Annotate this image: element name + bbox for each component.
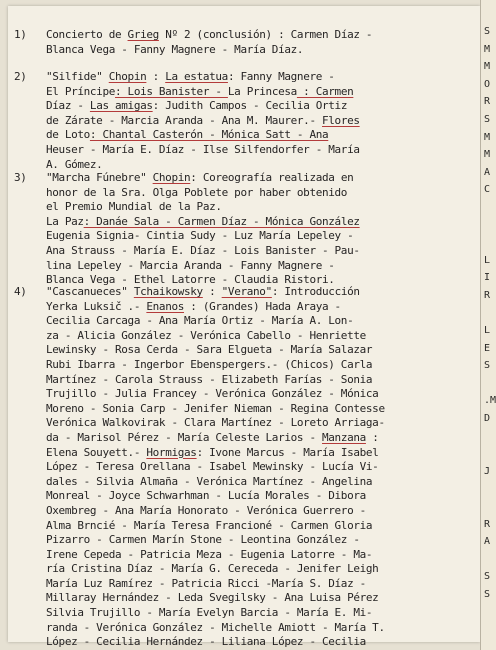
text-line <box>14 621 460 636</box>
edge-char: C <box>484 184 491 196</box>
edge-char: S <box>484 113 491 125</box>
line-text: : Introducción <box>271 285 360 298</box>
edge-char: R <box>484 289 491 301</box>
text-line <box>14 635 460 650</box>
line-text: "Silfide" <box>46 70 109 83</box>
line-text: Pizarro - Carmen Marín Stone - Leontina González - <box>46 533 360 547</box>
text-line <box>14 416 460 431</box>
text-line <box>14 591 460 606</box>
underlined-title: Flores <box>322 113 360 127</box>
text-line <box>14 143 460 158</box>
underlined-title: Manzana <box>322 430 366 444</box>
text-line <box>14 128 460 143</box>
line-text: lina Lepeley - Marcia Aranda - Fanny Magnere - <box>46 258 335 272</box>
line-text: : Ivone Marcus - María Isabel <box>196 445 379 459</box>
text-line <box>14 446 460 461</box>
line-text: : <box>202 285 222 298</box>
edge-char: M <box>484 43 491 55</box>
text-line <box>14 43 460 58</box>
line-text: honor de la Sra. Olga Poblete por haber obtenido <box>46 185 348 199</box>
line-text: Silvia Trujillo - María Evelyn Barcia - María E. Mi- <box>46 606 373 620</box>
edge-char: I <box>484 272 491 284</box>
program-item-1 <box>14 28 460 57</box>
edge-char: E <box>484 342 491 354</box>
line-text: La Princesa <box>227 84 297 98</box>
item-number: 1) <box>14 28 27 41</box>
line-text: El Príncipe <box>46 84 115 98</box>
edge-char <box>484 378 495 396</box>
line-text: Millaray Hernández - Leda Svegilsky - Ana Luisa Pérez <box>46 591 379 605</box>
underlined-title: Grieg <box>127 28 159 41</box>
underlined-title: : Carmen <box>296 84 354 98</box>
line-text: Moreno - Sonia Carp - Jenifer Nieman - Regina Contesse <box>46 401 385 415</box>
line-text: "Cascanueces" <box>46 285 134 298</box>
edge-char <box>484 202 495 220</box>
text-line <box>14 158 460 173</box>
line-text: A. Gómez. <box>46 157 103 171</box>
underlined-title: Las amigas <box>89 99 153 113</box>
line-text: Concierto de <box>46 28 128 41</box>
edge-char <box>484 431 495 449</box>
edge-char <box>484 308 495 326</box>
program-item-4 <box>14 285 460 650</box>
line-text: Oxembreg - Ana María Honorato - Verónica Guerrero - <box>46 503 366 517</box>
edge-char: A <box>484 166 491 178</box>
underlined-title: : Lois Banister - <box>115 84 228 98</box>
text-line <box>14 606 460 621</box>
underlined-title: Chopin <box>152 171 191 184</box>
line-text: el Premio Mundial de la Paz. <box>46 200 222 214</box>
text-line <box>14 99 460 114</box>
underlined-title: La estatua <box>165 70 228 83</box>
edge-char <box>484 220 495 238</box>
line-text: Monreal - Joyce Schwarhman - Lucía Morales - Dibora <box>46 489 366 503</box>
line-text: ría Cristina Díaz - María G. Cereceda - Jenifer Leigh <box>46 562 379 576</box>
text-line <box>14 200 460 215</box>
next-page-edge <box>480 0 496 650</box>
item-number: 3) <box>14 171 27 184</box>
line-text: Cecilia Carcaga - Ana María Ortiz - María A. Lon- <box>46 314 354 328</box>
text-line <box>14 373 460 388</box>
underlined-title: Tchaikowsky <box>133 285 203 298</box>
text-line <box>14 314 460 329</box>
text-line <box>14 85 460 100</box>
text-line <box>14 215 460 230</box>
edge-char: J <box>484 465 491 477</box>
line-text: Irene Cepeda - Patricia Meza - Eugenia Latorre - Ma- <box>46 547 373 561</box>
edge-char: S <box>484 589 491 600</box>
line-text: za - Alicia González - Verónica Cabello - Henriette <box>46 328 366 342</box>
text-line <box>14 475 460 490</box>
text-line <box>14 244 460 259</box>
edge-char: M <box>484 131 491 143</box>
line-text: Ana Strauss - María E. Díaz - Lois Banister - Pau- <box>46 243 360 257</box>
line-text: de Zárate - Marcia Aranda - Ana M. Maurer.- <box>46 113 322 127</box>
text-line <box>14 229 460 244</box>
text-line <box>14 402 460 417</box>
edge-char: R <box>484 518 491 530</box>
line-text: Rubi Ibarra - Ingerbor Ebenspergers.- (Chicos) Carla <box>46 357 373 371</box>
text-line <box>14 285 460 300</box>
text-line <box>14 358 460 373</box>
line-text: "Marcha Fúnebre" <box>46 171 153 184</box>
line-text: dales - Silvia Almaña - Verónica Martínez - Angelina <box>46 474 373 488</box>
line-text: Verónica Walkovirak - Clara Martínez - Loreto Arriaga- <box>46 416 385 430</box>
text-line <box>14 343 460 358</box>
edge-char: D <box>484 413 491 425</box>
line-text: Lewinsky - Rosa Cerda - Sara Elgueta - María Salazar <box>46 343 373 357</box>
line-text: María Luz Ramírez - Patricia Ricci -María S. Díaz - <box>46 576 366 590</box>
edge-char: .M <box>484 395 496 407</box>
line-text: Alma Brncié - María Teresa Francioné - Carmen Gloria <box>46 518 373 532</box>
line-text: : <box>365 430 379 444</box>
underlined-title: Enanos <box>146 299 185 313</box>
underlined-title: Hormigas <box>146 445 197 459</box>
edge-char: O <box>484 78 491 90</box>
line-text: Blanca Vega - Ethel Latorre - Claudia Ristori. <box>46 273 335 287</box>
edge-char <box>484 237 495 255</box>
edge-char: R <box>484 96 491 108</box>
text-line <box>14 562 460 577</box>
text-line <box>14 577 460 592</box>
underlined-title: Chopin <box>108 70 147 83</box>
underlined-title: : Chantal Casterón - Mónica Satt - Ana <box>89 128 329 142</box>
line-text: Yerka Luksič .- <box>46 299 147 313</box>
next-page-text <box>484 26 495 607</box>
text-line <box>14 489 460 504</box>
underlined-title: : Danáe Sala - Carmen Díaz - Mónica González <box>83 214 360 228</box>
line-text: da - Marisol Pérez - María Celeste Larios - <box>46 430 322 444</box>
item-number: 4) <box>14 285 27 298</box>
edge-char: S <box>484 26 491 37</box>
text-line <box>14 114 460 129</box>
edge-char: M <box>484 61 491 73</box>
line-text: Trujillo - Julia Francey - Verónica González - Mónica <box>46 387 379 401</box>
edge-char: L <box>484 325 491 337</box>
line-text: : (Grandes) Hada Araya - <box>184 299 341 313</box>
edge-char <box>484 448 495 466</box>
line-text: : Coreografía realizada en <box>190 171 354 184</box>
underlined-title: "Verano" <box>221 285 272 298</box>
text-line <box>14 329 460 344</box>
line-text: López - Cecilia Hernández - Liliana López - Cecilia <box>46 635 366 649</box>
edge-char: S <box>484 360 491 372</box>
text-line <box>14 28 460 43</box>
program-item-3 <box>14 171 460 288</box>
text-line <box>14 519 460 534</box>
line-text: Díaz - <box>46 99 90 113</box>
text-line <box>14 548 460 563</box>
text-line <box>14 387 460 402</box>
line-text: La Paz <box>46 214 84 228</box>
edge-char: A <box>484 536 491 548</box>
line-text: randa - Verónica González - Michelle Amiott - María T. <box>46 620 385 634</box>
line-text: Martínez - Carola Strauss - Elizabeth Farías - Sonia <box>46 372 373 386</box>
text-line <box>14 431 460 446</box>
line-text: : Fanny Magnere - <box>227 70 335 83</box>
line-text: Eugenia Signia- Cintia Sudy - Luz María Lepeley - <box>46 229 354 243</box>
line-text: de Loto <box>46 128 90 142</box>
line-text: Blanca Vega - Fanny Magnere - María Díaz. <box>46 42 304 56</box>
line-text: López - Teresa Orellana - Isabel Mewinsky - Lucía Vi- <box>46 460 379 474</box>
text-line <box>14 504 460 519</box>
edge-char <box>484 554 495 572</box>
program-item-2 <box>14 70 460 172</box>
edge-char: M <box>484 149 491 161</box>
text-line <box>14 70 460 85</box>
text-line <box>14 186 460 201</box>
text-line <box>14 300 460 315</box>
line-text: Elena Souyett.- <box>46 445 147 459</box>
line-text: Heuser - María E. Díaz - Ilse Silfendorfer - María <box>46 142 360 156</box>
item-number: 2) <box>14 70 27 83</box>
text-line <box>14 259 460 274</box>
edge-char: L <box>484 254 491 266</box>
edge-char: S <box>484 571 491 583</box>
line-text: : Judith Campos - Cecilia Ortiz <box>152 99 348 113</box>
text-line <box>14 171 460 186</box>
text-line <box>14 460 460 475</box>
text-line <box>14 533 460 548</box>
line-text: Nº 2 (conclusión) : Carmen Díaz - <box>158 28 373 41</box>
edge-char <box>484 501 495 519</box>
edge-char <box>484 483 495 501</box>
line-text: : <box>146 70 166 83</box>
